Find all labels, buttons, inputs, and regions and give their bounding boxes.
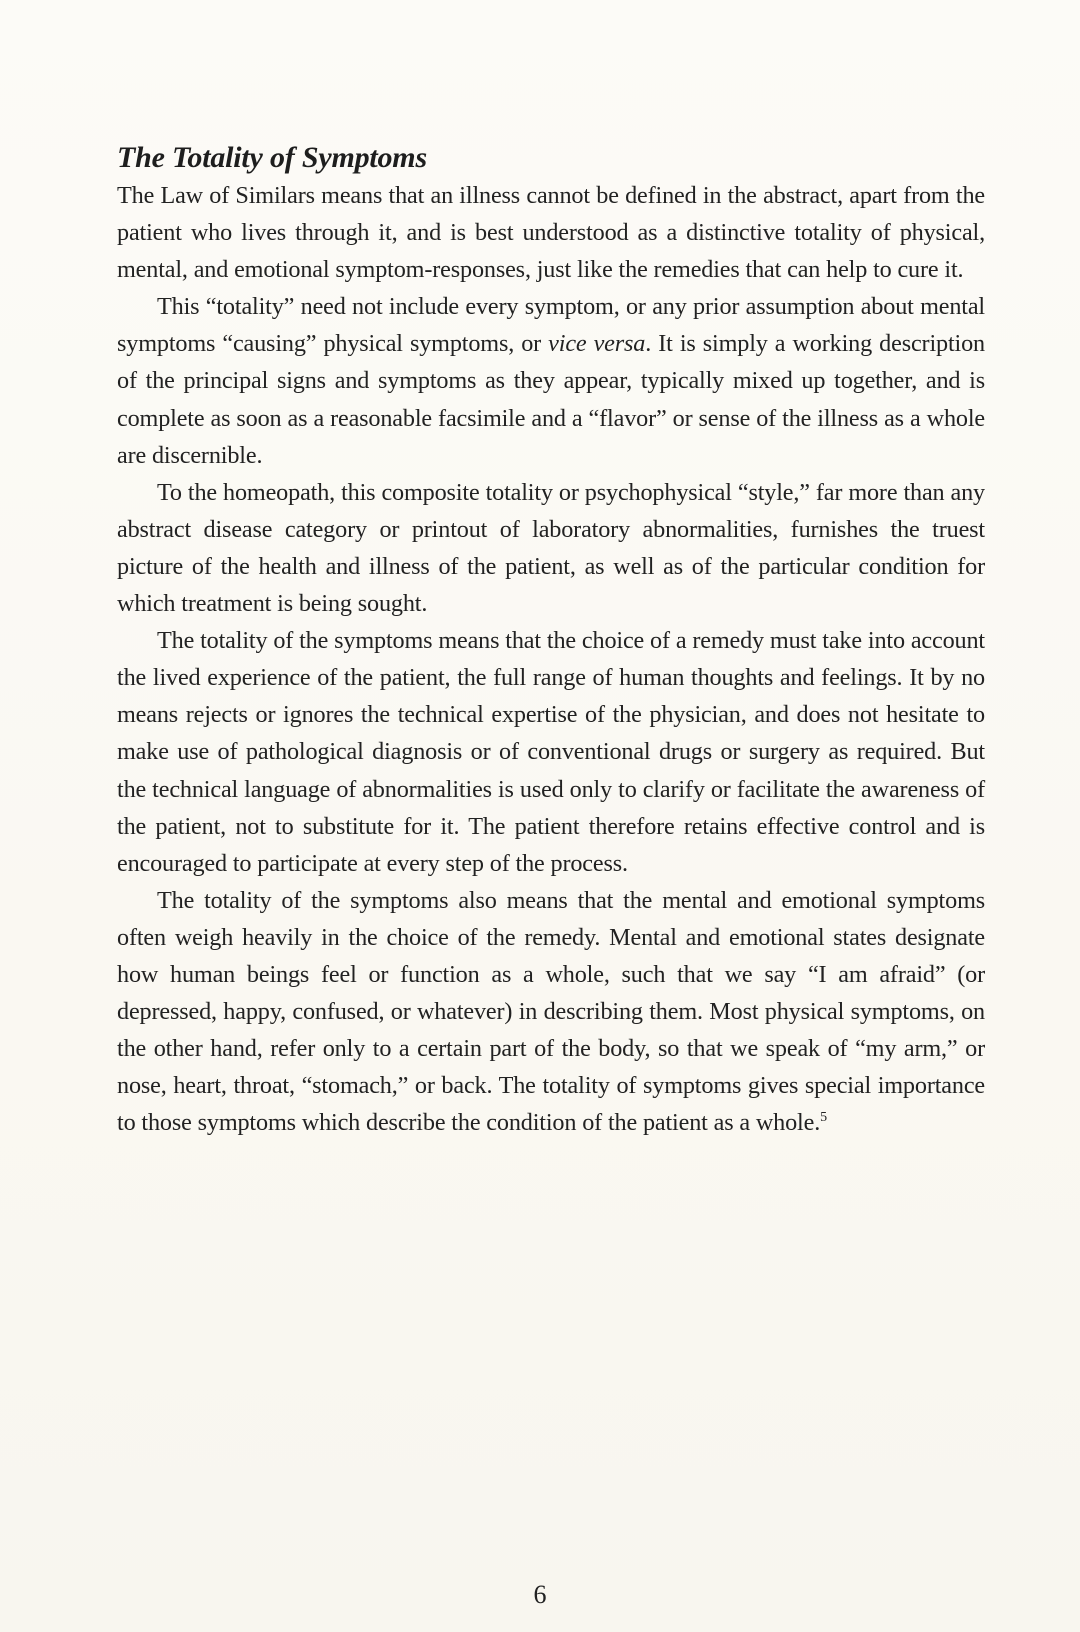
text-body bbox=[117, 138, 985, 1141]
paragraph-3 bbox=[117, 474, 985, 622]
paragraph-2-text-end: . It is simply a working description of the principal signs and symptoms as they appear, typically mixed up together, and is complete as soon as a reasonable facsimile and a “flavor” or sense of the illness as a whole are discernible. bbox=[117, 330, 985, 469]
paragraph-4-text: The totality of the symptoms means that the choice of a remedy must take into account the lived experience of the patient, the full range of human thoughts and feelings. It by no means rejects or ignores the technical expertise of the physician, and does not hesitate to make use of pathological diagnosis or of conventional drugs or surgery as required. But the technical language of abnormalities is used only to clarify or facilitate the awareness of the patient, not to substitute for it. The patient therefore retains effective control and is encouraged to participate at every step of the process. bbox=[117, 627, 985, 877]
paragraph-2-italic-phrase: vice versa bbox=[548, 330, 646, 358]
page-number: 6 bbox=[533, 1580, 547, 1609]
paragraph-2-text-start: This “totality” need not include every symptom, or any prior assumption about mental symptoms “causing” physical symptoms, or bbox=[117, 293, 985, 358]
paragraph-2 bbox=[117, 288, 985, 473]
section-heading: The Totality of Symptoms bbox=[117, 141, 427, 174]
footnote-marker[interactable]: 5 bbox=[820, 1110, 827, 1126]
paragraph-1 bbox=[117, 177, 985, 288]
paragraph-5-text: The totality of the symptoms also means that the mental and emotional symptoms often weigh heavily in the choice of the remedy. Mental and emotional states designate how human beings feel or function as a whole, such that we say “I am afraid” (or depressed, happy, confused, or whatever) in describing them. Most physical symptoms, on the other hand, refer only to a certain part of the body, so that we speak of “my arm,” or nose, heart, throat, “stomach,” or back. The totality of symptoms gives special importance to those symptoms which describe the condition of the patient as a whole. bbox=[117, 886, 985, 1137]
paragraph-1-text: The Law of Similars means that an illness cannot be defined in the abstract, apart from the patient who lives through it, and is best understood as a distinctive totality of physical, mental, and emotional symptom-responses, just like the remedies that can help to cure it. bbox=[117, 182, 985, 284]
paragraph-5 bbox=[117, 882, 985, 1142]
paragraph-4 bbox=[117, 622, 985, 882]
paragraph-3-text: To the homeopath, this composite totality or psychophysical “style,” far more than any abstract disease category or printout of laboratory abnormalities, furnishes the truest picture of the health and illness of the patient, as well as of the particular condition for which treatment is being sought. bbox=[117, 478, 985, 618]
